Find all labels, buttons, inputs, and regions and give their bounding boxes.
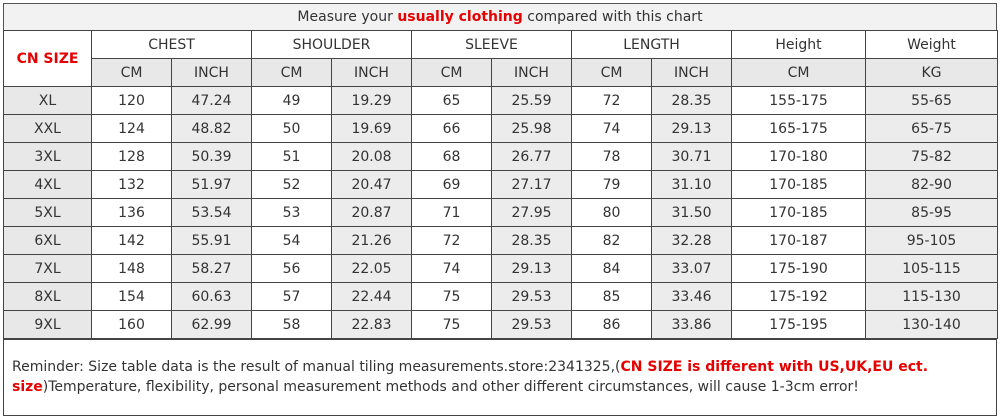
measurement-cell: 19.69 (332, 115, 412, 143)
measurement-cell: 170-180 (732, 143, 866, 171)
measurement-cell: 28.35 (492, 227, 572, 255)
measurement-cell: 175-192 (732, 283, 866, 311)
measurement-cell: 170-185 (732, 199, 866, 227)
measurement-cell: 47.24 (172, 87, 252, 115)
measurement-cell: 53.54 (172, 199, 252, 227)
measurement-cell: 31.50 (652, 199, 732, 227)
group-header-height: Height (732, 31, 866, 59)
measurement-cell: 65 (412, 87, 492, 115)
measurement-cell: 69 (412, 171, 492, 199)
size-cell: 8XL (4, 283, 92, 311)
measurement-cell: 29.13 (492, 255, 572, 283)
measurement-cell: 84 (572, 255, 652, 283)
measurement-cell: 33.07 (652, 255, 732, 283)
table-row (4, 199, 998, 227)
measurement-cell: 78 (572, 143, 652, 171)
measurement-cell: 95-105 (866, 227, 998, 255)
size-table (3, 30, 998, 339)
measurement-cell: 155-175 (732, 87, 866, 115)
measurement-cell: 68 (412, 143, 492, 171)
measurement-cell: 115-130 (866, 283, 998, 311)
measurement-cell: 132 (92, 171, 172, 199)
measurement-cell: 32.28 (652, 227, 732, 255)
measurement-cell: 85-95 (866, 199, 998, 227)
measurement-cell: 160 (92, 311, 172, 339)
measurement-cell: 175-195 (732, 311, 866, 339)
measurement-cell: 19.29 (332, 87, 412, 115)
size-cell: XXL (4, 115, 92, 143)
measurement-cell: 62.99 (172, 311, 252, 339)
measurement-cell: 20.87 (332, 199, 412, 227)
measurement-cell: 21.26 (332, 227, 412, 255)
measurement-cell: 154 (92, 283, 172, 311)
measurement-cell: 25.98 (492, 115, 572, 143)
measurement-cell: 20.08 (332, 143, 412, 171)
size-cell: XL (4, 87, 92, 115)
table-row (4, 255, 998, 283)
cn-size-header: CN SIZE (4, 31, 92, 87)
measurement-cell: 54 (252, 227, 332, 255)
measurement-cell: 29.53 (492, 283, 572, 311)
table-row (4, 227, 998, 255)
measurement-cell: 82 (572, 227, 652, 255)
measurement-cell: 74 (572, 115, 652, 143)
reminder-highlight: CN SIZE is different with US,UK,EU ect. size (12, 359, 929, 395)
size-cell: 4XL (4, 171, 92, 199)
table-row (4, 143, 998, 171)
unit-header: CM (252, 59, 332, 87)
measurement-cell: 128 (92, 143, 172, 171)
measurement-cell: 25.59 (492, 87, 572, 115)
table-row (4, 171, 998, 199)
header-row-groups (4, 31, 998, 59)
measurement-cell: 50 (252, 115, 332, 143)
reminder-text-start: Reminder: Size table data is the result of manual tiling measurements.store:2341325,( (12, 359, 621, 375)
measurement-cell: 26.77 (492, 143, 572, 171)
measurement-cell: 28.35 (652, 87, 732, 115)
size-cell: 9XL (4, 311, 92, 339)
measurement-cell: 51 (252, 143, 332, 171)
measurement-cell: 142 (92, 227, 172, 255)
measurement-cell: 29.13 (652, 115, 732, 143)
group-header-sleeve: SLEEVE (412, 31, 572, 59)
measurement-cell: 60.63 (172, 283, 252, 311)
unit-header: INCH (652, 59, 732, 87)
chart-title (3, 3, 997, 30)
measurement-cell: 53 (252, 199, 332, 227)
measurement-cell: 50.39 (172, 143, 252, 171)
group-header-chest: CHEST (92, 31, 252, 59)
measurement-cell: 165-175 (732, 115, 866, 143)
measurement-cell: 58.27 (172, 255, 252, 283)
unit-header: CM (92, 59, 172, 87)
measurement-cell: 22.05 (332, 255, 412, 283)
measurement-cell: 136 (92, 199, 172, 227)
measurement-cell: 175-190 (732, 255, 866, 283)
measurement-cell: 124 (92, 115, 172, 143)
unit-header: INCH (172, 59, 252, 87)
measurement-cell: 22.44 (332, 283, 412, 311)
group-header-length: LENGTH (572, 31, 732, 59)
measurement-cell: 75 (412, 311, 492, 339)
measurement-cell: 65-75 (866, 115, 998, 143)
title-suffix: compared with this chart (522, 9, 703, 25)
size-cell: 5XL (4, 199, 92, 227)
measurement-cell: 48.82 (172, 115, 252, 143)
measurement-cell: 33.46 (652, 283, 732, 311)
measurement-cell: 120 (92, 87, 172, 115)
table-row (4, 283, 998, 311)
measurement-cell: 79 (572, 171, 652, 199)
measurement-cell: 58 (252, 311, 332, 339)
measurement-cell: 105-115 (866, 255, 998, 283)
unit-header: INCH (332, 59, 412, 87)
unit-header: CM (732, 59, 866, 87)
reminder-note (3, 339, 997, 416)
measurement-cell: 57 (252, 283, 332, 311)
table-row (4, 311, 998, 339)
measurement-cell: 33.86 (652, 311, 732, 339)
measurement-cell: 31.10 (652, 171, 732, 199)
measurement-cell: 55-65 (866, 87, 998, 115)
header-row-units (4, 59, 998, 87)
group-header-weight: Weight (866, 31, 998, 59)
title-prefix: Measure your (297, 9, 398, 25)
measurement-cell: 75-82 (866, 143, 998, 171)
size-cell: 3XL (4, 143, 92, 171)
measurement-cell: 56 (252, 255, 332, 283)
group-header-shoulder: SHOULDER (252, 31, 412, 59)
measurement-cell: 74 (412, 255, 492, 283)
title-highlight: usually clothing (397, 9, 523, 25)
measurement-cell: 72 (412, 227, 492, 255)
measurement-cell: 52 (252, 171, 332, 199)
measurement-cell: 49 (252, 87, 332, 115)
measurement-cell: 55.91 (172, 227, 252, 255)
reminder-text-end: )Temperature, flexibility, personal measurement methods and other different circumstances, will cause 1-3cm error! (42, 379, 859, 395)
measurement-cell: 82-90 (866, 171, 998, 199)
size-cell: 7XL (4, 255, 92, 283)
table-row (4, 115, 998, 143)
measurement-cell: 30.71 (652, 143, 732, 171)
measurement-cell: 80 (572, 199, 652, 227)
measurement-cell: 66 (412, 115, 492, 143)
size-cell: 6XL (4, 227, 92, 255)
measurement-cell: 75 (412, 283, 492, 311)
measurement-cell: 27.17 (492, 171, 572, 199)
measurement-cell: 85 (572, 283, 652, 311)
measurement-cell: 22.83 (332, 311, 412, 339)
measurement-cell: 27.95 (492, 199, 572, 227)
unit-header: CM (572, 59, 652, 87)
measurement-cell: 170-185 (732, 171, 866, 199)
measurement-cell: 72 (572, 87, 652, 115)
table-row (4, 87, 998, 115)
measurement-cell: 29.53 (492, 311, 572, 339)
measurement-cell: 170-187 (732, 227, 866, 255)
measurement-cell: 148 (92, 255, 172, 283)
measurement-cell: 86 (572, 311, 652, 339)
measurement-cell: 20.47 (332, 171, 412, 199)
measurement-cell: 51.97 (172, 171, 252, 199)
unit-header: INCH (492, 59, 572, 87)
measurement-cell: 71 (412, 199, 492, 227)
unit-header: CM (412, 59, 492, 87)
unit-header: KG (866, 59, 998, 87)
measurement-cell: 130-140 (866, 311, 998, 339)
